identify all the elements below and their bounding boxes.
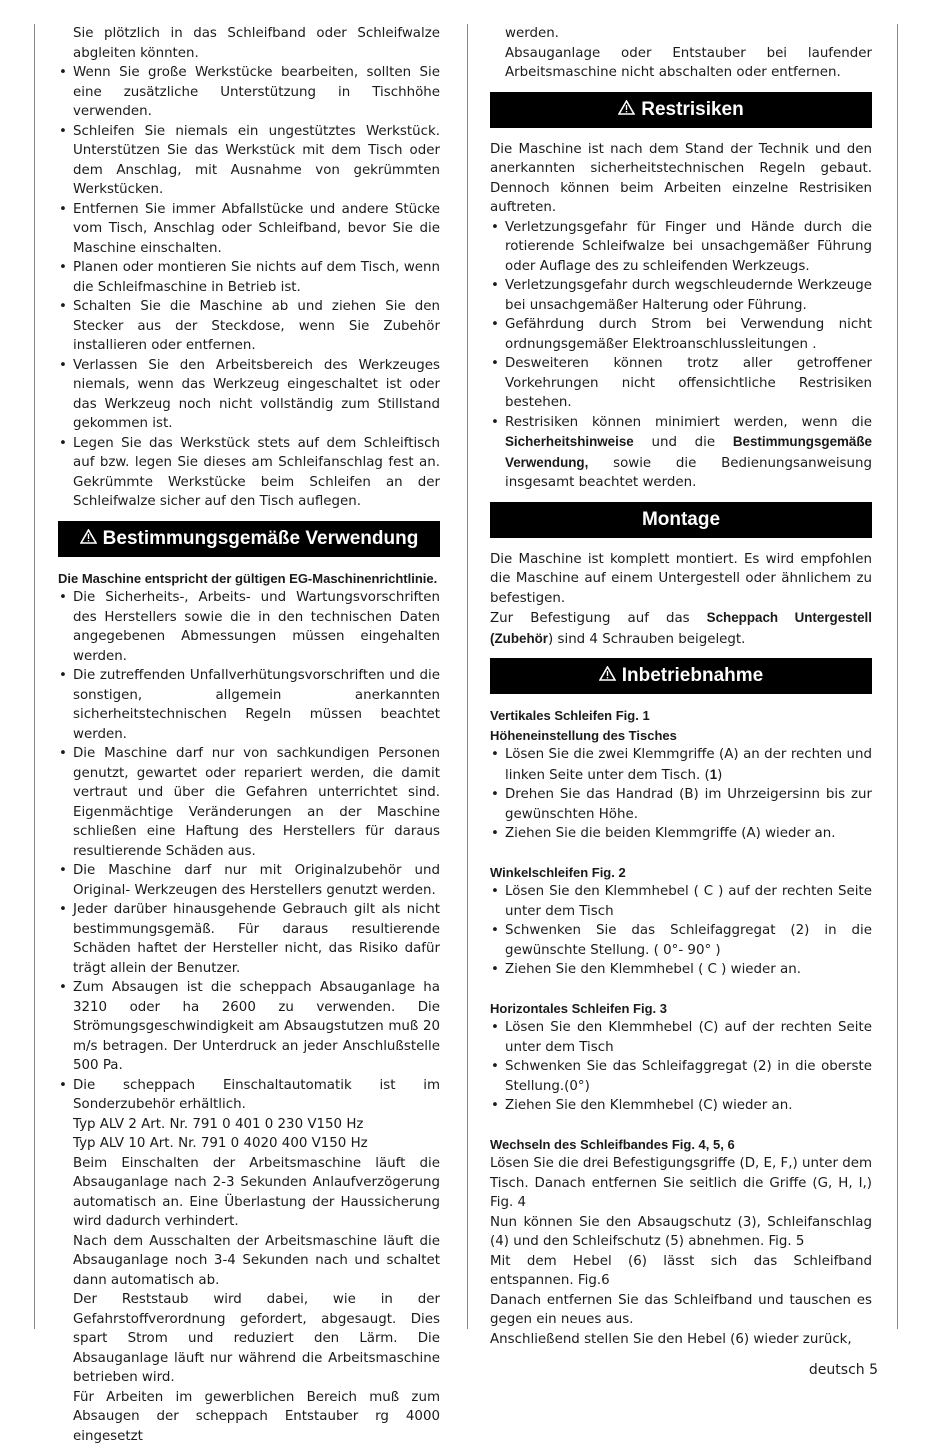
angle-list [490,882,872,980]
list-item: • Die zutreffenden Unfallverhütungsvorschriften und die sonstigen, allgemein anerkannten sicherheitstechnischen Regeln müssen beachtet werden. [58,666,440,744]
list-item: • Lösen Sie den Klemmhebel ( C ) auf der rechten Seite unter dem Tisch [490,882,872,921]
list-item: • Die Maschine darf nur mit Originalzubehör und Original- Werkzeugen des Herstellers genutzt werden. [58,861,440,900]
paragraph: Beim Einschalten der Arbeitsmaschine läuft die Absauganlage nach 2-3 Sekunden Anlaufverzögerung automatisch an. Eine Überlastung der Haussicherung wird dadurch verhindert. [58,1154,440,1232]
paragraph: Die Maschine ist komplett montiert. Es wird empfohlen die Maschine auf einem Untergestell oder ähnlichem zu befestigen. [490,550,872,609]
paragraph: Nun können Sie den Absaugschutz (3), Schleifanschlag (4) und den Schleifschutz (5) abnehmen. Fig. 5 [490,1213,872,1252]
list-item: • Ziehen Sie den Klemmhebel (C) wieder an. [490,1096,872,1116]
list-item: • Schleifen Sie niemals ein ungestütztes Werkstück. Unterstützen Sie das Werkstück mit dem Tisch oder dem Anschlag, mit Ausnahme von gekrümmten Werkstücken. [58,122,440,200]
list-item: • Schwenken Sie das Schleifaggregat (2) in die oberste Stellung.(0°) [490,1057,872,1096]
list-item: • Lösen Sie den Klemmhebel (C) auf der rechten Seite unter dem Tisch [490,1018,872,1057]
paragraph: Zur Befestigung auf das Scheppach Untergestell (Zubehör) sind 4 Schrauben beigelegt. [490,608,872,649]
section-header-restrisiken: Restrisiken [490,92,872,128]
left-column [58,24,440,1446]
warning-triangle-icon [80,521,97,557]
paragraph: Der Reststaub wird dabei, wie in der Gefahrstoffverordnung gefordert, abgesaugt. Dies spart Strom und reduziert den Lärm. Die Absauganlage läuft nur während die Arbeitsmaschine betrieben wird. [58,1290,440,1388]
section-lead: Die Maschine entspricht der gültigen EG-Maschinenrichtlinie. [58,569,440,589]
subheading: Winkelschleifen Fig. 2 [490,863,872,883]
subheading: Höheneinstellung des Tisches [490,726,872,746]
paragraph: Absauganlage oder Entstauber bei laufender Arbeitsmaschine nicht abschalten oder entfernen. [490,44,872,83]
list-item: • Ziehen Sie die beiden Klemmgriffe (A) wieder an. [490,824,872,844]
list-item: • Entfernen Sie immer Abfallstücke und andere Stücke vom Tisch, Anschlag oder Schleifband, bevor Sie die Maschine einschalten. [58,200,440,259]
list-item: • Lösen Sie die zwei Klemmgriffe (A) an der rechten und linken Seite unter dem Tisch. (1) [490,745,872,785]
type-line-1: Typ ALV 2 Art. Nr. 791 0 401 0 230 V150 Hz [58,1115,440,1135]
section-header-inbetriebnahme: Inbetriebnahme [490,658,872,694]
paragraph: Lösen Sie die drei Befestigungsgriffe (D, E, F,) unter dem Tisch. Danach entfernen Sie seitlich die Griffe (G, H, I,) Fig. 4 [490,1154,872,1213]
paragraph: Danach entfernen Sie das Schleifband und tauschen es gegen ein neues aus. [490,1291,872,1330]
list-item: • Verletzungsgefahr durch wegschleudernde Werkzeuge bei unsachgemäßer Halterung oder Führung. [490,276,872,315]
list-item: • Drehen Sie das Handrad (B) im Uhrzeigersinn bis zur gewünschten Höhe. [490,785,872,824]
list-item: • Desweiteren können trotz aller getroffener Vorkehrungen nicht offensichtliche Restrisiken bestehen. [490,354,872,413]
list-item: • Die Maschine darf nur von sachkundigen Personen genutzt, gewartet oder repariert werden, die damit vertraut und über die Gefahren unterrichtet sind. Eigenmächtige Veränderungen an der Maschine schließen eine Haftung des Herstellers für daraus resultierende Schäden aus. [58,744,440,861]
list-item: • Restrisiken können minimiert werden, wenn die Sicherheitshinweise und die Bestimmungsgemäße Verwendung, sowie die Bedienungsanweisung insgesamt beachtet werden. [490,413,872,493]
continuation-line: werden. [490,24,872,44]
list-item: • Die scheppach Einschaltautomatik ist im Sonderzubehör erhältlich. [58,1076,440,1115]
paragraph: Nach dem Ausschalten der Arbeitsmaschine läuft die Absauganlage noch 3-4 Sekunden nach und schaltet dann automatisch ab. [58,1232,440,1291]
list-item: • Schwenken Sie das Schleifaggregat (2) in die gewünschte Stellung. ( 0°- 90° ) [490,921,872,960]
paragraph: Mit dem Hebel (6) lässt sich das Schleifband entspannen. Fig.6 [490,1252,872,1291]
center-rule [467,24,468,1329]
subheading: Vertikales Schleifen Fig. 1 [490,706,872,726]
intro-continuation: Sie plötzlich in das Schleifband oder Schleifwalze abgleiten könnten. [58,24,440,63]
paragraph: Die Maschine ist nach dem Stand der Technik und den anerkannten sicherheitstechnischen Regeln gebaut. Dennoch können beim Arbeiten einzelne Restrisiken auftreten. [490,140,872,218]
list-item: • Zum Absaugen ist die scheppach Absauganlage ha 3210 oder ha 2600 zu verwenden. Die Strömungsgeschwindigkeit am Absaugstutzen muß 20 m/s betragen. Der Unterdruck an jeder Anschlußstelle 500 Pa. [58,978,440,1076]
subheading: Horizontales Schleifen Fig. 3 [490,999,872,1019]
warning-triangle-icon [618,92,635,128]
left-margin-rule [34,24,35,1329]
vertical-list [490,745,872,844]
list-item: • Legen Sie das Werkstück stets auf dem Schleiftisch auf bzw. legen Sie dieses am Schleifanschlag fest an. Gekrümmte Werkstücke beim Schleifen an der Schleifwalze sicher auf den Tisch auflegen. [58,434,440,512]
paragraph: Anschließend stellen Sie den Hebel (6) wieder zurück, [490,1330,872,1350]
list-item: • Planen oder montieren Sie nichts auf dem Tisch, wenn die Schleifmaschine in Betrieb ist. [58,258,440,297]
right-margin-rule [897,24,898,1329]
list-item: • Gefährdung durch Strom bei Verwendung nicht ordnungsgemäßer Elektroanschlussleitungen . [490,315,872,354]
paragraph: Für Arbeiten im gewerblichen Bereich muß zum Absaugen der scheppach Entstauber rg 4000 eingesetzt [58,1388,440,1446]
list-item: • Verlassen Sie den Arbeitsbereich des Werkzeuges niemals, wenn das Werkzeug eingeschaltet ist oder das Werkzeug noch nicht vollständig zum Stillstand gekommen ist. [58,356,440,434]
list-item: • Jeder darüber hinausgehende Gebrauch gilt als nicht bestimmungsgemäß. Für daraus resultierende Schäden haftet der Hersteller nicht, das Risiko dafür trägt allein der Benutzer. [58,900,440,978]
list-item: • Die Sicherheits-, Arbeits- und Wartungsvorschriften des Herstellers sowie die in den technischen Daten angegebenen Abmessungen müssen eingehalten werden. [58,588,440,666]
horizontal-list [490,1018,872,1116]
list-item: • Wenn Sie große Werkstücke bearbeiten, sollten Sie eine zusätzliche Unterstützung in Tischhöhe verwenden. [58,63,440,122]
list-item: • Schalten Sie die Maschine ab und ziehen Sie den Stecker aus der Steckdose, wenn Sie Zubehör installieren oder entfernen. [58,297,440,356]
page-footer: deutsch 5 [809,1362,878,1378]
list-item: • Ziehen Sie den Klemmhebel ( C ) wieder an. [490,960,872,980]
list-item: • Verletzungsgefahr für Finger und Hände durch die rotierende Schleifwalze bei unsachgemäßer Führung oder Auflage des zu schleifenden Werkzeugs. [490,218,872,277]
risk-list [490,218,872,493]
section-header-bestimmungsgemaesse-verwendung: Bestimmungsgemäße Verwendung [58,521,440,557]
type-line-2: Typ ALV 10 Art. Nr. 791 0 4020 400 V150 Hz [58,1134,440,1154]
subheading: Wechseln des Schleifbandes Fig. 4, 5, 6 [490,1135,872,1155]
warning-triangle-icon [599,658,616,694]
use-list [58,588,440,1115]
right-column [490,24,872,1349]
section-header-montage: Montage [490,502,872,538]
safety-list [58,63,440,512]
